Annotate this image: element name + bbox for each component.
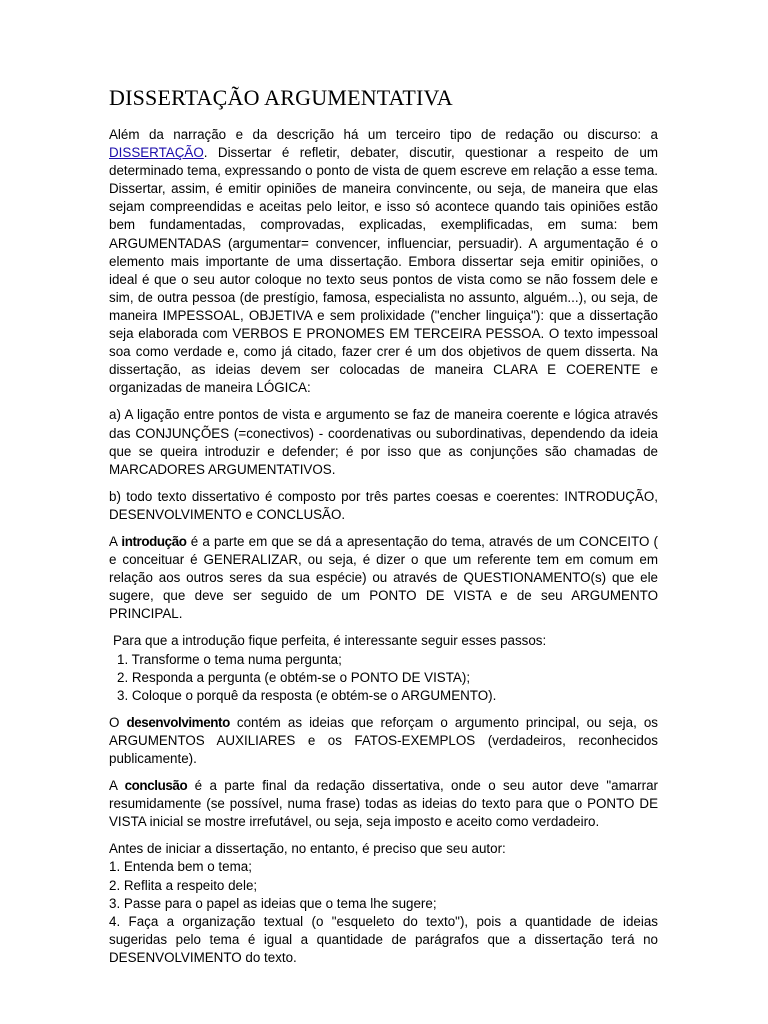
conclusao-paragraph (109, 777, 658, 831)
list-item: 1. Entenda bem o tema; (109, 859, 252, 875)
point-b-paragraph: b) todo texto dissertativo é composto por três partes coesas e coerentes: INTRODUÇÃO, DESENVOLVIMENTO e CONCLUSÃO. (109, 488, 658, 522)
introducao-paragraph (109, 533, 658, 623)
dissertacao-link[interactable]: DISSERTAÇÃO (109, 145, 204, 161)
list-item: 2. Reflita a respeito dele; (109, 877, 258, 893)
conclusao-prefix: A (109, 778, 125, 794)
intro-paragraph (109, 126, 658, 397)
point-a-paragraph: a) A ligação entre pontos de vista e argumento se faz de maneira coerente e lógica através das CONJUNÇÕES (=conectivos) - coordenativas ou subordinativas, dependendo da ideia que se queira introduzir e defender; é por isso que as conjunções são chamadas de MARCADORES ARGUMENTATIVOS. (109, 407, 658, 477)
list-item: 4. Faça a organização textual (o "esqueleto do texto"), pois a quantidade de ideias sugeridas pelo tema é igual a quantidade de parágrafos que a dissertação terá no DESENVOLVIMENTO do texto. (109, 913, 658, 965)
desenvolvimento-keyword: desenvolvimento (126, 714, 230, 730)
list-item: 1. Transforme o tema numa pergunta; (117, 651, 342, 667)
antes-list (109, 858, 658, 967)
conclusao-keyword: conclusão (124, 778, 188, 794)
list-item: 2. Responda a pergunta (e obtém-se o PONTO DE VISTA); (117, 669, 471, 685)
passos-list (109, 651, 658, 705)
document-page (109, 84, 658, 976)
intro-text-before: Além da narração e da descrição há um terceiro tipo de redação ou discurso: a (109, 127, 658, 142)
document-title: DISSERTAÇÃO ARGUMENTATIVA (109, 85, 453, 110)
list-item: 3. Passe para o papel as ideias que o tema lhe sugere; (109, 895, 437, 911)
conclusao-text: é a parte final da redação dissertativa, onde o seu autor deve "amarrar resumidamente (se possível, numa frase) todas as ideias do texto para que o PONTO DE VISTA inicial se mostre irrefutável, ou seja, seja imposto e aceito como verdadeiro. (109, 778, 658, 830)
desenvolvimento-prefix: O (109, 714, 127, 730)
passos-lead: Para que a introdução fique perfeita, é interessante seguir esses passos: (113, 633, 547, 649)
passos-block (109, 632, 658, 704)
antes-lead: Antes de iniciar a dissertação, no entanto, é preciso que seu autor: (109, 841, 506, 857)
desenvolvimento-text: contém as ideias que reforçam o argumento principal, ou seja, os ARGUMENTOS AUXILIARES e os FATOS-EXEMPLOS (verdadeiros, reconhecidos publicamente). (109, 714, 658, 766)
intro-text-after: . Dissertar é refletir, debater, discutir, questionar a respeito de um determinado tema, expressando o ponto de vista de quem escreve em relação a esse tema. Dissertar, assim, é emitir opiniões de maneira convincente, ou seja, de maneira que elas sejam compreendidas e aceitas pelo leitor, e isso só acontece quando tais opiniões estão bem fundamentadas, comprovadas, explicadas, exemplificadas, em suma: bem ARGUMENTADAS (argumentar= convencer, influenciar, persuadir). A argumentação é o elemento mais importante de uma dissertação. Embora dissertar seja emitir opiniões, o ideal é que o seu autor coloque no texto seus pontos de vista como se não fossem dele e sim, de outra pessoa (de prestígio, famosa, especialista no assunto, alguém...), ou seja, de maneira IMPESSOAL, OBJETIVA e sem prolixidade ("encher linguiça"): que a dissertação seja elaborada com VERBOS E PRONOMES EM TERCEIRA PESSOA. O texto impessoal soa como verdade e, como já citado, fazer crer é um dos objetivos de quem disserta. Na dissertação, as ideias devem ser colocadas de maneira CLARA E COERENTE e organizadas de maneira LÓGICA: (109, 145, 658, 396)
introducao-text: é a parte em que se dá a apresentação do tema, através de um CONCEITO ( e conceituar é GENERALIZAR, ou seja, é dizer o que um referente tem em comum em relação aos outros seres da sua espécie) ou através de QUESTIONAMENTO(s) que ele sugere, que deve ser seguido de um PONTO DE VISTA e de seu ARGUMENTO PRINCIPAL. (109, 533, 658, 622)
desenvolvimento-paragraph (109, 714, 658, 768)
list-item: 3. Coloque o porquê da resposta (e obtém-se o ARGUMENTO). (117, 687, 497, 703)
introducao-prefix: A (109, 533, 122, 549)
antes-block (109, 840, 658, 967)
introducao-keyword: introdução (121, 533, 187, 549)
